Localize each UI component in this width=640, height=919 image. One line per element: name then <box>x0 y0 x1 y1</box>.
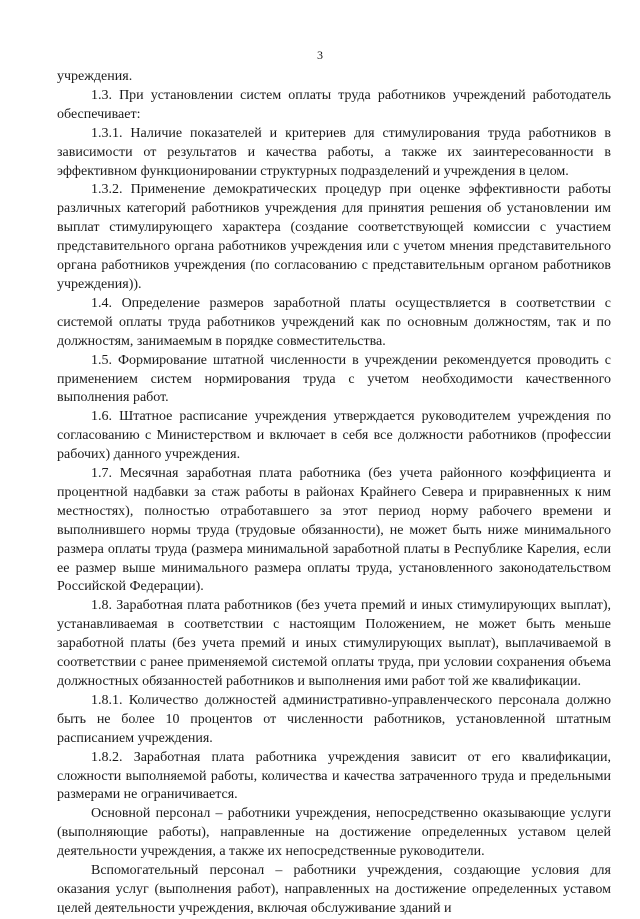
paragraph-1-8: 1.8. Заработная плата работников (без учета премий и иных стимулирующих выплат), устанавливаемая в соответствии с настоящим Положением, не может быть меньше заработной платы (без учета премий и иных стимулирующих выплат), выплачиваемой в соответствии с ранее применяемой системой оплаты труда, при условии сохранения объема должностных обязанностей работников и выполнения ими работ той же квалификации. <box>57 598 611 689</box>
paragraph-1-6: 1.6. Штатное расписание учреждения утверждается руководителем учреждения по согласованию с Министерством и включает в себя все должности работников (профессии рабочих) данного учреждения. <box>57 409 611 463</box>
paragraph-1-4: 1.4. Определение размеров заработной платы осуществляется в соответствии с системой оплаты труда работников учреждений как по основным должностям, так и по должностям, занимаемым в порядке совместительства. <box>57 295 611 349</box>
document-body <box>57 68 611 919</box>
page-number: 3 <box>317 48 323 62</box>
paragraph-1-8-2: 1.8.2. Заработная плата работника учреждения зависит от его квалификации, сложности выполняемой работы, количества и качества затраченного труда и предельными размерами не ограничивается. <box>57 749 611 803</box>
paragraph-continuation: учреждения. <box>57 69 133 84</box>
paragraph-auxiliary-staff: Вспомогательный персонал – работники учреждения, создающие условия для оказания услуг (выполнения работ), направленных на достижение определенных уставом целей деятельности учреждения, включая обслуживание зданий и <box>57 863 611 916</box>
paragraph-1-5: 1.5. Формирование штатной численности в учреждении рекомендуется проводить с применением систем нормирования труда с учетом необходимости качественного выполнения работ. <box>57 352 611 406</box>
paragraph-1-3: 1.3. При установлении систем оплаты труда работников учреждений работодатель обеспечивает: <box>57 87 611 122</box>
paragraph-1-8-1: 1.8.1. Количество должностей административно-управленческого персонала должно быть не более 10 процентов от численности работников, установленной штатным расписанием учреждения. <box>57 692 611 746</box>
paragraph-main-staff: Основной персонал – работники учреждения, непосредственно оказывающие услуги (выполняющие работы), направленные на достижение определенных уставом целей деятельности учреждения, а также их непосредственные руководители. <box>57 806 611 860</box>
paragraph-1-7: 1.7. Месячная заработная плата работника (без учета районного коэффициента и процентной надбавки за стаж работы в районах Крайнего Севера и приравненных к ним местностях), полностью отработавшего за этот период норму рабочего времени и выполнившего нормы труда (трудовые обязанности), не может быть ниже минимального размера оплаты труда (размера минимальной заработной платы в Республике Карелия, если ее размер выше минимального размера оплаты труда, установленного законодательством Российской Федерации). <box>57 466 611 595</box>
paragraph-1-3-1: 1.3.1. Наличие показателей и критериев для стимулирования труда работников в зависимости от результатов и качества работы, а также их заинтересованности в эффективном функционировании структурных подразделений и учреждения в целом. <box>57 125 611 179</box>
paragraph-1-3-2: 1.3.2. Применение демократических процедур при оценке эффективности работы различных категорий работников учреждения для принятия решения об установлении им выплат стимулирующего характера (создание соответствующей комиссии с участием представительного органа работников учреждения или с учетом мнения представительного органа работников учреждения (по согласованию с представительным органом работников учреждения)). <box>57 182 611 292</box>
